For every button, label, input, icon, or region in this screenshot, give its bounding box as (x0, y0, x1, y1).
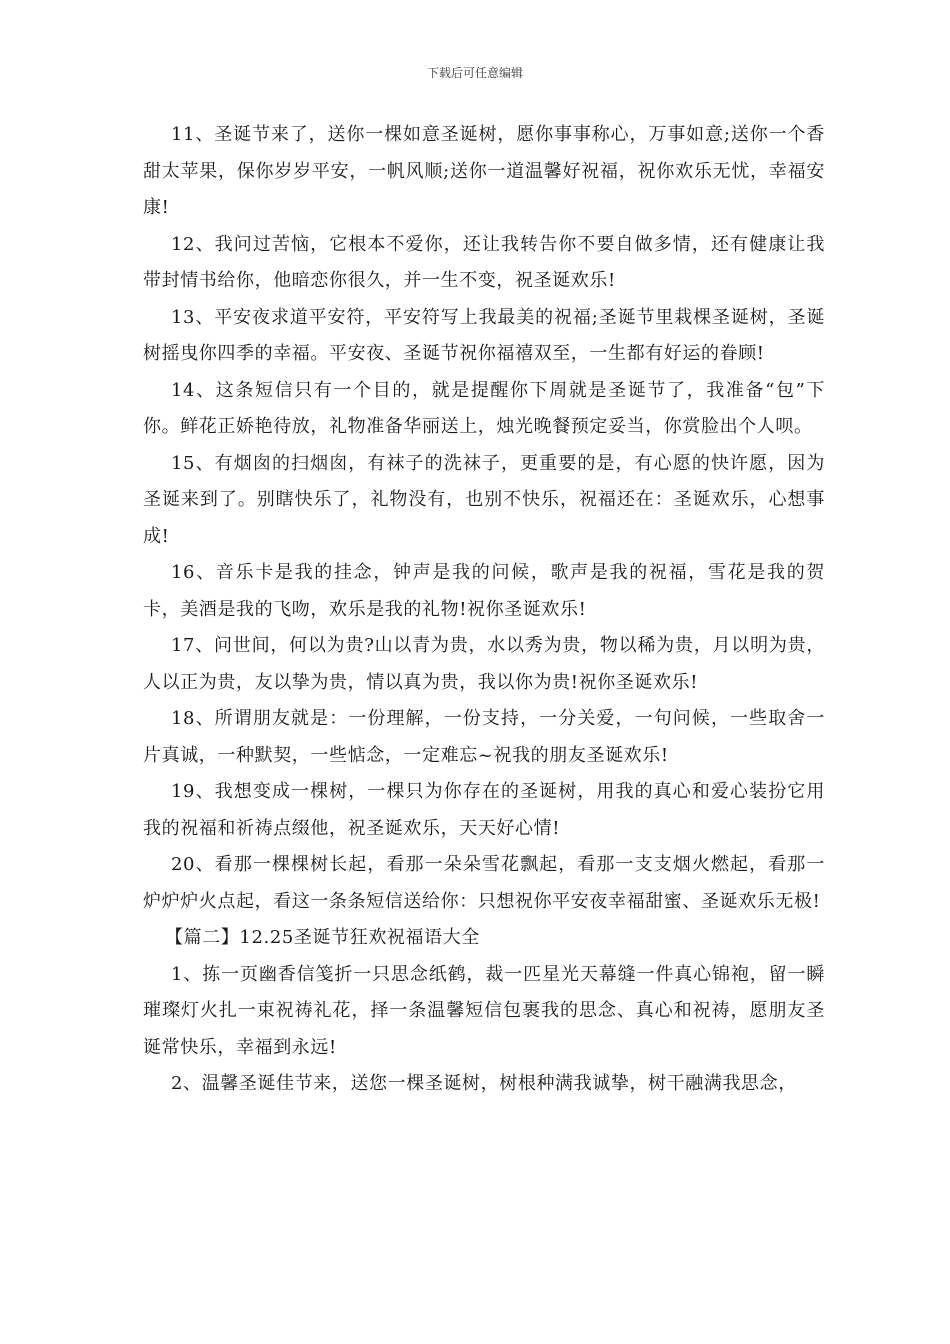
document-body (143, 117, 825, 1103)
paragraph-17: 17、问世间，何以为贵?山以青为贵，水以秀为贵，物以稀为贵，月以明为贵，人以正为贵，友以挚为贵，情以真为贵，我以你为贵!祝你圣诞欢乐! (143, 635, 825, 693)
paragraph-11: 11、圣诞节来了，送你一棵如意圣诞树，愿你事事称心，万事如意;送你一个香甜太苹果，保你岁岁平安，一帆风顺;送你一道温馨好祝福，祝你欢乐无忧，幸福安康! (143, 124, 825, 218)
paragraph-13: 13、平安夜求道平安符，平安符写上我最美的祝福;圣诞节里栽棵圣诞树，圣诞树摇曳你四季的幸福。平安夜、圣诞节祝你福禧双至，一生都有好运的眷顾! (143, 306, 825, 364)
paragraph-16: 16、音乐卡是我的挂念，钟声是我的问候，歌声是我的祝福，雪花是我的贺卡，美酒是我的飞吻，欢乐是我的礼物!祝你圣诞欢乐! (143, 562, 825, 620)
paragraph-20: 20、看那一棵棵树长起，看那一朵朵雪花飘起，看那一支支烟火燃起，看那一炉炉炉火点起，看这一条条短信送给你：只想祝你平安夜幸福甜蜜、圣诞欢乐无极! (143, 854, 825, 912)
page-header-note: 下载后可任意编辑 (426, 66, 523, 80)
section-title: 【篇二】12.25圣诞节狂欢祝福语大全 (165, 927, 480, 948)
paragraph-18: 18、所谓朋友就是：一份理解，一份支持，一分关爱，一句问候，一些取舍一片真诚，一种默契，一些惦念，一定难忘~祝我的朋友圣诞欢乐! (143, 708, 825, 766)
section-paragraph-1: 1、拣一页幽香信笺折一只思念纸鹤，裁一匹星光天幕缝一件真心锦袍，留一瞬璀璨灯火扎一束祝祷礼花，择一条温馨短信包裹我的思念、真心和祝祷，愿朋友圣诞常快乐，幸福到永远! (143, 963, 825, 1058)
paragraph-15: 15、有烟囱的扫烟囱，有袜子的洗袜子，更重要的是，有心愿的快许愿，因为圣诞来到了。别瞎快乐了，礼物没有，也别不快乐，祝福还在：圣诞欢乐，心想事成! (143, 452, 825, 547)
section-paragraph-2: 2、温馨圣诞佳节来，送您一棵圣诞树，树根种满我诚挚，树干融满我思念， (171, 1073, 797, 1094)
paragraph-14: 14、这条短信只有一个目的，就是提醒你下周就是圣诞节了，我准备“包”下你。鲜花正娇艳待放，礼物准备华丽送上，烛光晚餐预定妥当，你赏脸出个人呗。 (143, 379, 825, 437)
paragraph-19: 19、我想变成一棵树，一棵只为你存在的圣诞树，用我的真心和爱心装扮它用我的祝福和祈祷点缀他，祝圣诞欢乐，天天好心情! (143, 781, 825, 839)
paragraph-12: 12、我问过苦恼，它根本不爱你，还让我转告你不要自做多情，还有健康让我带封情书给你，他暗恋你很久，并一生不变，祝圣诞欢乐! (143, 233, 825, 291)
